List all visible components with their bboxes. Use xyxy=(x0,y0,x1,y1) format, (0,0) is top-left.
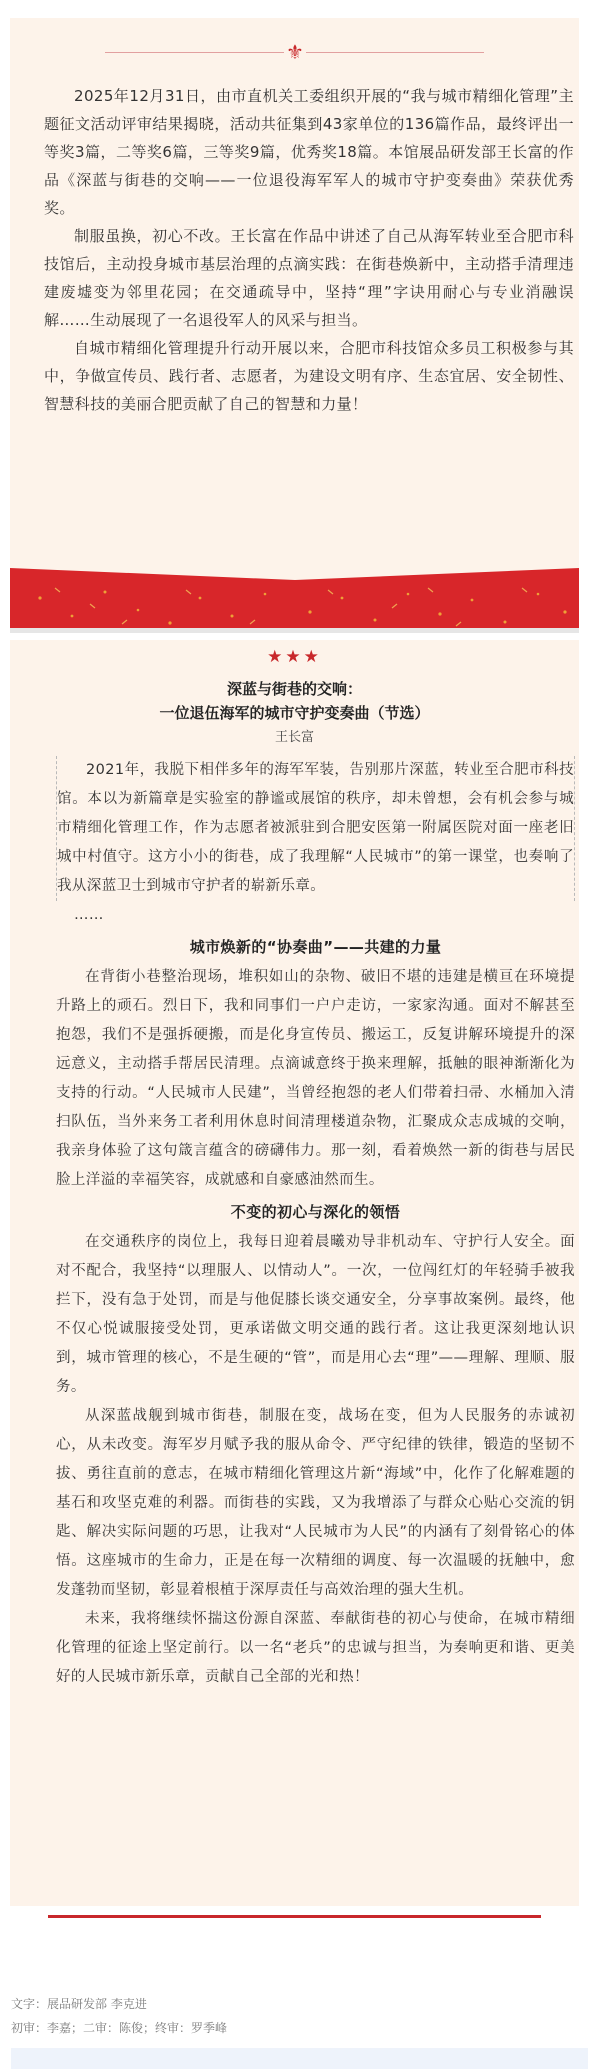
fleur-de-lis-icon: ⚜ xyxy=(284,40,306,64)
red-banner-graphic xyxy=(10,528,579,633)
intro-paragraph-2: 制服虽换，初心不改。王长富在作品中讲述了自己从海军转业至合肥市科技馆后，主动投身城市基层治理的点滴实践：在街巷焕新中，主动搭手清理违建废墟变为邻里花园；在交通疏导中，坚持“理”字诀用耐心与专业消融误解……生动展现了一名退役军人的风采与担当。 xyxy=(44,227,574,329)
intro-paragraph-1: 2025年12月31日，由市直机关工委组织开展的“我与城市精细化管理”主题征文活动评审结果揭晓，活动共征集到43家单位的136篇作品，最终评出一等奖3篇，二等奖6篇，三等奖9篇，优秀奖18篇。本馆展品研发部王长富的作品《深蓝与街巷的交响——一位退役海军军人的城市守护变奏曲》荣获优秀奖。 xyxy=(44,87,574,217)
dashed-framed-paragraph xyxy=(56,756,575,901)
essay-author: 王长富 xyxy=(274,730,314,745)
essay-title-line-2: 一位退伍海军的城市守护变奏曲（节选） xyxy=(159,704,430,722)
three-stars-icon: ★★★ xyxy=(267,647,322,667)
footer-bar xyxy=(11,2048,588,2069)
intro-text xyxy=(44,82,574,418)
red-bottom-rule xyxy=(48,1915,541,1918)
credits-reviewers: 初审：李嘉；二审：陈俊；终审：罗季峰 xyxy=(11,2021,228,2035)
essay-paragraph-1: 2021年，我脱下相伴多年的海军军装，告别那片深蓝，转业至合肥市科技馆。本以为新篇章是实验室的静谧或展馆的秩序，却未曾想，会有机会参与城市精细化管理工作，作为志愿者被派驻到合肥安医第一附属医院对面一座老旧城中村值守。这方小小的街巷，成了我理解“人民城市”的第一课堂，也奏响了我从深蓝卫士到城市守护者的崭新乐章。 xyxy=(57,762,574,894)
essay-ellipsis: …… xyxy=(74,907,104,923)
essay-paragraph-5: 未来，我将继续怀揣这份源自深蓝、奉献街巷的初心与使命，在城市精细化管理的征途上坚定前行。以一名“老兵”的忠诚与担当，为奏响更和谐、更美好的人民城市新乐章，贡献自己全部的光和热！ xyxy=(56,1611,575,1685)
intro-card xyxy=(10,18,579,528)
credits-writer: 文字：展品研发部 李克进 xyxy=(11,1997,147,2011)
decorative-red-banner xyxy=(10,528,579,633)
essay-section-heading-1: 城市焕新的“协奏曲”——共建的力量 xyxy=(189,938,442,956)
essay-paragraph-4: 从深蓝战舰到城市街巷，制服在变，战场在变，但为人民服务的赤诚初心，从未改变。海军岁月赋予我的服从命令、严守纪律的铁律，锻造的坚韧不拔、勇往直前的意志，在城市精细化管理这片新“海域”中，化作了化解难题的基石和攻坚克难的利器。而街巷的实践，又为我增添了与群众心贴心交流的钥匙、解决实际问题的巧思，让我对“人民城市为人民”的内涵有了刻骨铭心的体悟。这座城市的生命力，正是在每一次精细的调度、每一次温暖的抚触中，愈发蓬勃而坚韧，彰显着根植于深厚责任与高效治理的强大生机。 xyxy=(56,1408,575,1598)
essay-title-line-1: 深蓝与街巷的交响： xyxy=(226,680,362,698)
essay-paragraph-2: 在背街小巷整治现场，堆积如山的杂物、破旧不堪的违建是横亘在环境提升路上的顽石。烈日下，我和同事们一户户走访，一家家沟通。面对不解甚至抱怨，我们不是强拆硬搬，而是化身宣传员、搬运工，反复讲解环境提升的深远意义，主动搭手帮居民清理。点滴诚意终于换来理解，抵触的眼神渐渐化为支持的行动。“人民城市人民建”，当曾经抱怨的老人们带着扫帚、水桶加入清扫队伍，当外来务工者利用休息时间清理楼道杂物，汇聚成众志成城的交响，我亲身体验了这句箴言蕴含的磅礴伟力。那一刻，看着焕然一新的街巷与居民脸上洋溢的幸福笑容，成就感和自豪感油然而生。 xyxy=(56,969,575,1188)
essay-section-heading-2: 不变的初心与深化的领悟 xyxy=(230,1203,401,1221)
essay-paragraph-3: 在交通秩序的岗位上，我每日迎着晨曦劝导非机动车、守护行人安全。面对不配合，我坚持“以理服人、以情动人”。一次，一位闯红灯的年轻骑手被我拦下，没有急于处罚，而是与他促膝长谈交通安全，分享事故案例。最终，他不仅心悦诚服接受处罚，更承诺做文明交通的践行者。这让我更深刻地认识到，城市管理的核心，不是生硬的“管”，而是用心去“理”——理解、理顺、服务。 xyxy=(56,1234,575,1395)
essay-card xyxy=(10,640,579,1906)
intro-paragraph-3: 自城市精细化管理提升行动开展以来，合肥市科技馆众多员工积极参与其中，争做宣传员、践行者、志愿者，为建设文明有序、生态宜居、安全韧性、智慧科技的美丽合肥贡献了自己的智慧和力量！ xyxy=(44,339,574,413)
essay-body xyxy=(56,756,575,1692)
